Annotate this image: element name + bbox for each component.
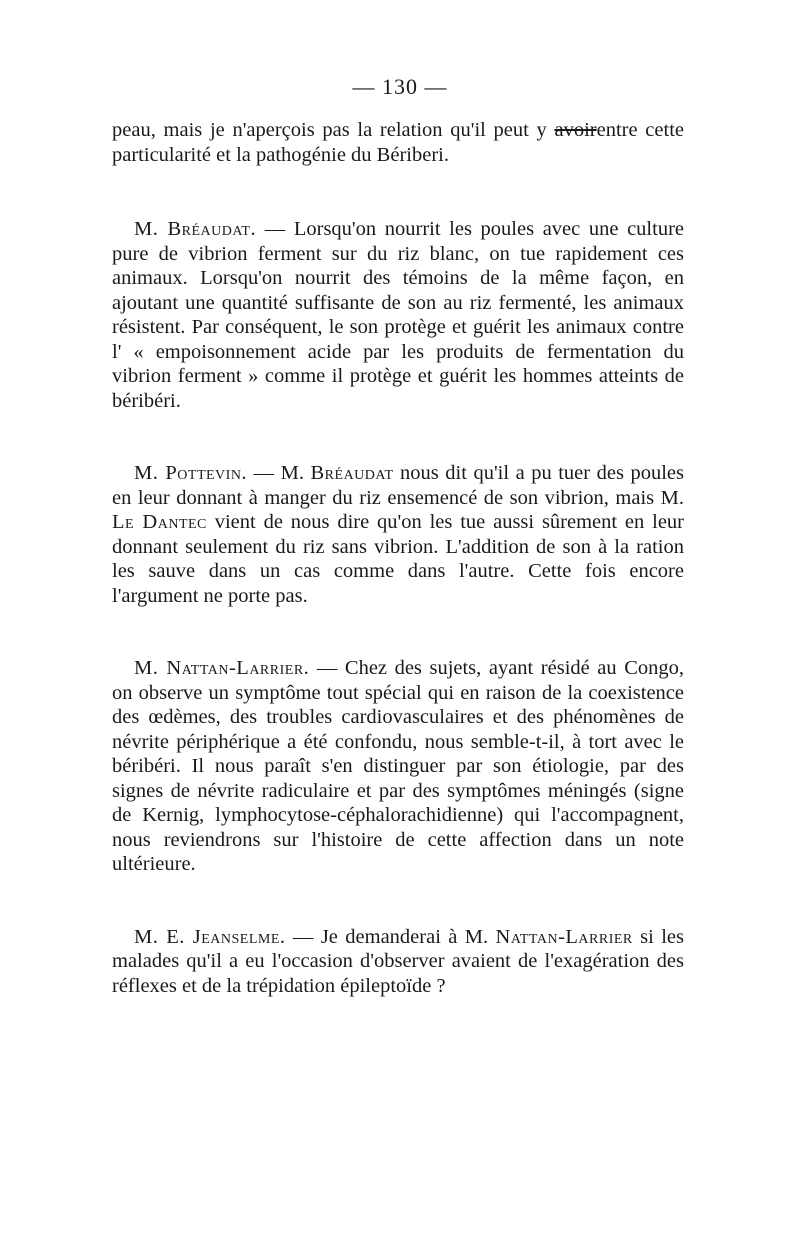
speaker-name: M. Nattan-Larrier.: [134, 657, 310, 679]
speaker-name: M. Bréaudat.: [134, 218, 257, 240]
document-body: [112, 118, 684, 1046]
struck-word: avoir: [554, 119, 597, 141]
paragraph-text: — M.: [247, 462, 311, 484]
speaker-reference: Nattan-Larrier: [495, 925, 633, 948]
paragraph-nattan-larrier: [112, 656, 684, 877]
paragraph-continuation: [112, 118, 684, 167]
paragraph-text: entre cette particularité et la pathogénie du Bériberi.: [112, 119, 684, 166]
speaker-name: M. E. Jeanselme.: [134, 925, 286, 948]
paragraph-breaudat: [112, 217, 684, 413]
paragraph-text: peau, mais je n'aperçois pas la relation qu'il peut y: [112, 119, 555, 141]
page-number: — 130 —: [352, 74, 448, 99]
paragraph-jeanselme: [112, 925, 684, 999]
speaker-reference: Le Dantec: [112, 511, 207, 533]
paragraph-text: nous dit qu'il a pu tuer des poules en leur donnant à manger du riz ensemencé de son vibrion, mais M.: [112, 462, 684, 509]
paragraph-text: — Chez des sujets, ayant résidé au Congo, on observe un symptôme tout spécial qui en raison de la coexistence des œdèmes, des troubles cardiovasculaires et des phénomènes de névrite périphérique a été confondu, nous semble-t-il, à tort avec le béribéri. Il nous paraît s'en distinguer par son étiologie, par des signes de névrite radiculaire et par des symptômes méningés (signe de Kernig, lymphocytose-céphalorachidienne) qui l'accompagnent, nous reviendrons sur l'histoire de cette affection dans un note ultérieure.: [112, 657, 684, 875]
paragraph-text: si les malades qu'il a eu l'occasion d'observer avaient de l'exagération des réflexes et de la trépidation épileptoïde ?: [112, 925, 684, 997]
speaker-name: M. Pottevin.: [134, 462, 248, 484]
paragraph-text: — Je demanderai à M.: [285, 925, 496, 948]
paragraph-text: — Lorsqu'on nourrit les poules avec une culture pure de vibrion ferment sur du riz blanc, on tue rapidement ces animaux. Lorsqu'on nourrit des témoins de la même façon, en ajoutant une quantité suffisante de son au riz fermenté, les animaux résistent. Par conséquent, le son protège et guérit les animaux contre l' « empoisonnement acide par les produits de fermentation du vibrion ferment » comme il protège et guérit les hommes atteints de béribéri.: [112, 218, 685, 412]
paragraph-text: vient de nous dire qu'on les tue aussi sûrement en leur donnant seulement du riz sans vibrion. L'addition de son à la ration les sauve dans un cas comme dans l'autre. Cette fois encore l'argument ne porte pas.: [112, 511, 684, 607]
paragraph-pottevin: [112, 461, 684, 608]
speaker-reference: Bréaudat: [310, 462, 394, 484]
